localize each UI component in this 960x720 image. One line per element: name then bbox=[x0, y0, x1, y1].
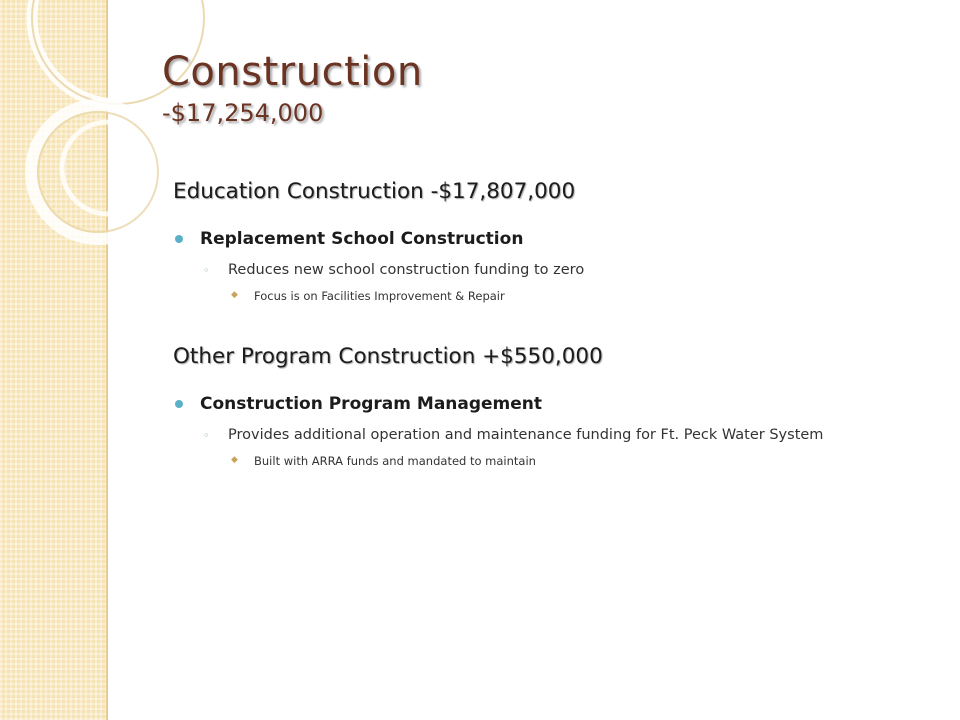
bullet-level2-text: Reduces new school construction funding to zero bbox=[228, 262, 585, 278]
bullet-level3 bbox=[173, 287, 853, 305]
decorative-sidebar bbox=[0, 0, 108, 720]
slide-title bbox=[162, 44, 423, 128]
section-other-program-construction bbox=[173, 339, 853, 470]
section-heading: Other Program Construction +$550,000 bbox=[173, 344, 603, 369]
filled-circle-bullet-icon bbox=[175, 400, 183, 408]
bullet-level3 bbox=[173, 452, 853, 470]
filled-circle-bullet-icon bbox=[175, 235, 183, 243]
bullet-level3-text: Focus is on Facilities Improvement & Repair bbox=[254, 289, 505, 303]
bullet-level2-text: Provides additional operation and maintenance funding for Ft. Peck Water System bbox=[228, 427, 824, 443]
bullet-level2 bbox=[173, 260, 853, 281]
bullet-level1 bbox=[173, 228, 853, 250]
slide-title-main: Construction bbox=[162, 49, 423, 95]
bullet-level1-text: Replacement School Construction bbox=[200, 229, 524, 249]
bullet-level2 bbox=[173, 425, 853, 446]
diamond-bullet-icon: ◆ bbox=[231, 455, 238, 465]
section-education-construction bbox=[173, 174, 853, 305]
section-heading: Education Construction -$17,807,000 bbox=[173, 179, 576, 204]
bullet-level3-text: Built with ARRA funds and mandated to maintain bbox=[254, 454, 536, 468]
bullet-level1 bbox=[173, 393, 853, 415]
slide-title-amount: -$17,254,000 bbox=[162, 99, 324, 127]
hollow-circle-bullet-icon: ◦ bbox=[203, 264, 210, 277]
slide-content bbox=[173, 174, 853, 470]
bullet-level1-text: Construction Program Management bbox=[200, 394, 543, 414]
diamond-bullet-icon: ◆ bbox=[231, 290, 238, 300]
hollow-circle-bullet-icon: ◦ bbox=[203, 429, 210, 442]
